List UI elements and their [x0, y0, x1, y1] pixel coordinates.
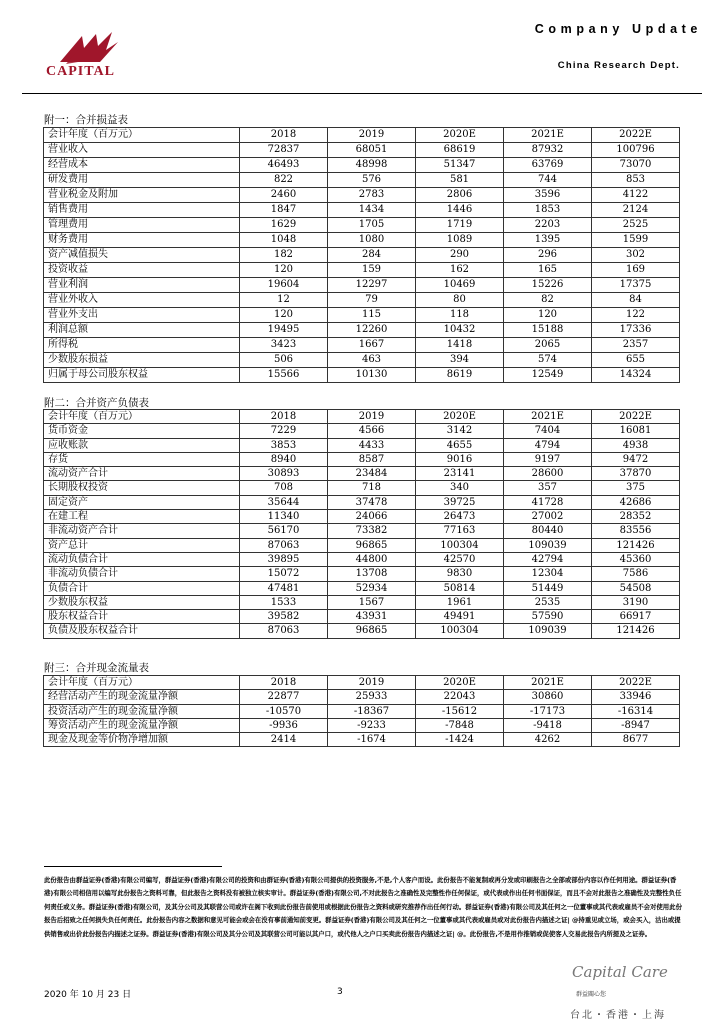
table-cell: -10570	[240, 704, 328, 718]
table-cell: 1629	[240, 218, 328, 233]
table-cell: 120	[504, 308, 592, 323]
capital-care-brand	[572, 962, 682, 1021]
table-cell: -9418	[504, 718, 592, 732]
table-cell: 744	[504, 173, 592, 188]
table-cell: 10432	[416, 323, 504, 338]
table-cell: 37478	[328, 495, 416, 509]
table-cell: 51449	[504, 581, 592, 595]
table-cell: 87932	[504, 143, 592, 158]
table-header-cell: 2020E	[416, 676, 504, 690]
row-label-cell: 筹资活动产生的现金流量净额	[44, 718, 240, 732]
table-cell: 52934	[328, 581, 416, 595]
table-cell: 290	[416, 248, 504, 263]
table-cell: 28352	[592, 510, 680, 524]
income-statement-table	[43, 127, 680, 383]
table-cell: 165	[504, 263, 592, 278]
page-number: 3	[337, 987, 343, 997]
table-cell: 28600	[504, 467, 592, 481]
table-header-cell: 2018	[240, 676, 328, 690]
table-row	[44, 690, 680, 704]
row-label-cell: 销售费用	[44, 203, 240, 218]
table-row	[44, 203, 680, 218]
table-cell: 1048	[240, 233, 328, 248]
table-cell: 39895	[240, 552, 328, 566]
balance-sheet-title: 附二：合并资产负债表	[44, 397, 149, 409]
table-cell: 576	[328, 173, 416, 188]
table-cell: 72837	[240, 143, 328, 158]
table-cell: 30893	[240, 467, 328, 481]
table-cell: -15612	[416, 704, 504, 718]
table-cell: 12	[240, 293, 328, 308]
header-divider	[22, 93, 702, 94]
table-row	[44, 524, 680, 538]
row-label-cell: 股东权益合计	[44, 610, 240, 624]
row-label-cell: 财务费用	[44, 233, 240, 248]
table-cell: 1533	[240, 595, 328, 609]
table-header-cell: 2022E	[592, 410, 680, 424]
table-cell: 12297	[328, 278, 416, 293]
table-header-cell: 2020E	[416, 410, 504, 424]
table-cell: 39725	[416, 495, 504, 509]
table-cell: 3142	[416, 424, 504, 438]
table-cell: 1705	[328, 218, 416, 233]
table-cell: 1418	[416, 338, 504, 353]
table-header-cell: 2018	[240, 410, 328, 424]
row-label-cell: 负债合计	[44, 581, 240, 595]
table-cell: 4566	[328, 424, 416, 438]
table-cell: 100796	[592, 143, 680, 158]
table-cell: 27002	[504, 510, 592, 524]
table-cell: 9830	[416, 567, 504, 581]
table-cell: 23484	[328, 467, 416, 481]
table-cell: 22877	[240, 690, 328, 704]
table-cell: 853	[592, 173, 680, 188]
row-label-cell: 长期股权投资	[44, 481, 240, 495]
table-row	[44, 733, 680, 747]
table-cell: 1080	[328, 233, 416, 248]
table-cell: 463	[328, 353, 416, 368]
table-header-cell: 2022E	[592, 128, 680, 143]
table-header-cell: 2019	[328, 676, 416, 690]
table-cell: 12549	[504, 368, 592, 383]
table-row	[44, 233, 680, 248]
table-cell: 1667	[328, 338, 416, 353]
table-row	[44, 278, 680, 293]
table-cell: 2065	[504, 338, 592, 353]
row-label-cell: 少数股东损益	[44, 353, 240, 368]
row-label-cell: 研发费用	[44, 173, 240, 188]
table-row	[44, 704, 680, 718]
table-cell: 120	[240, 263, 328, 278]
row-label-cell: 非流动负债合计	[44, 567, 240, 581]
table-cell: 1434	[328, 203, 416, 218]
table-cell: 24066	[328, 510, 416, 524]
table-cell: 182	[240, 248, 328, 263]
row-label-cell: 营业税金及附加	[44, 188, 240, 203]
table-row	[44, 338, 680, 353]
table-cell: 121426	[592, 538, 680, 552]
table-cell: 7404	[504, 424, 592, 438]
row-label-cell: 货币资金	[44, 424, 240, 438]
table-header-cell: 2020E	[416, 128, 504, 143]
row-label-cell: 资产总计	[44, 538, 240, 552]
row-label-cell: 现金及现金等价物净增加额	[44, 733, 240, 747]
table-header-cell: 2019	[328, 128, 416, 143]
table-header-row	[44, 128, 680, 143]
table-cell: 1599	[592, 233, 680, 248]
table-row	[44, 552, 680, 566]
table-cell: 42794	[504, 552, 592, 566]
table-cell: -18367	[328, 704, 416, 718]
table-cell: 22043	[416, 690, 504, 704]
table-header-cell: 2019	[328, 410, 416, 424]
disclaimer-text: 此份报告由群益证券(香港)有限公司编写，群益证券(香港)有限公司的投资和由群证券(香港)有限公司提供的投资服务,不是,个人客户而设。此份报告不能复制或再分发或印刷报告之全部或部份内容以作任何用途。群益证券(香港)有限公司相信用以编写此份报告之资料可靠，但此报告之资料没有被独立核实审计。群益证券(香港)有限公司,不对此报告之准确性及完整性作任何保证，或代表或作出任何书面保证，而且不会对此报告之准确性及完整性负任何责任或义务。群益证券(香港)有限公司，及其分公司及其联营公司或许在阁下收到此份报告前使用或根据此份报告之资料或研究推荐作出任何行动。群益证券(香港)有限公司及其任何之一位董事或其代表或雇员不会对使用此份报告后招致之任何损失负任何责任。此份报告内容之数据和意见可能会或会在没有事前通知前变更。群益证券(香港)有限公司及其任何之一位董事或其代表或雇员或对此份报告内描述之证| @持重见或立场，或会买入，沽出或提供销售或出价此份报告内描述之证券。群益证券(香港)有限公司及其分公司及其联营公司可能以其户口，或代他人之户口买卖此份报告内描述之证| @。此份报告,不是用作推销或促使客人交易此报告内所提及之证券。	[44, 876, 682, 938]
table-cell: 7229	[240, 424, 328, 438]
cash-flow-title: 附三：合并现金流量表	[44, 662, 149, 674]
table-cell: 4122	[592, 188, 680, 203]
table-cell: 79	[328, 293, 416, 308]
table-row	[44, 595, 680, 609]
table-cell: 11340	[240, 510, 328, 524]
table-cell: 87063	[240, 624, 328, 638]
table-cell: 84	[592, 293, 680, 308]
table-cell: 162	[416, 263, 504, 278]
table-header-cell: 2021E	[504, 410, 592, 424]
row-label-cell: 营业外支出	[44, 308, 240, 323]
row-label-cell: 归属于母公司股东权益	[44, 368, 240, 383]
brand-tagline: 群益關心您	[576, 991, 607, 998]
table-cell: 19604	[240, 278, 328, 293]
table-cell: 1446	[416, 203, 504, 218]
table-cell: 4938	[592, 438, 680, 452]
table-row	[44, 323, 680, 338]
table-row	[44, 567, 680, 581]
table-header-cell: 会计年度（百万元）	[44, 410, 240, 424]
row-label-cell: 应收账款	[44, 438, 240, 452]
row-label-cell: 少数股东权益	[44, 595, 240, 609]
table-row	[44, 538, 680, 552]
table-cell: 118	[416, 308, 504, 323]
table-cell: 56170	[240, 524, 328, 538]
row-label-cell: 经营成本	[44, 158, 240, 173]
table-row	[44, 510, 680, 524]
table-cell: 1395	[504, 233, 592, 248]
table-header-cell: 2022E	[592, 676, 680, 690]
table-cell: -1674	[328, 733, 416, 747]
table-cell: 9197	[504, 452, 592, 466]
table-row	[44, 368, 680, 383]
table-cell: 718	[328, 481, 416, 495]
table-cell: 73382	[328, 524, 416, 538]
logo-text: CAPITAL	[46, 64, 115, 79]
table-row	[44, 610, 680, 624]
table-cell: -17173	[504, 704, 592, 718]
row-label-cell: 非流动资产合计	[44, 524, 240, 538]
table-cell: 2460	[240, 188, 328, 203]
table-cell: 159	[328, 263, 416, 278]
row-label-cell: 在建工程	[44, 510, 240, 524]
table-cell: 394	[416, 353, 504, 368]
table-cell: 574	[504, 353, 592, 368]
table-row	[44, 308, 680, 323]
row-label-cell: 存货	[44, 452, 240, 466]
table-cell: 1567	[328, 595, 416, 609]
table-cell: 54508	[592, 581, 680, 595]
table-header-cell: 会计年度（百万元）	[44, 676, 240, 690]
table-cell: 15188	[504, 323, 592, 338]
table-row	[44, 467, 680, 481]
table-row	[44, 218, 680, 233]
table-cell: 46493	[240, 158, 328, 173]
dept-label: China Research Dept.	[557, 60, 680, 71]
table-row	[44, 353, 680, 368]
brand-name: Capital Care	[572, 963, 668, 981]
table-cell: 51347	[416, 158, 504, 173]
table-cell: 15072	[240, 567, 328, 581]
table-cell: 1853	[504, 203, 592, 218]
table-cell: 42686	[592, 495, 680, 509]
table-row	[44, 424, 680, 438]
table-cell: 122	[592, 308, 680, 323]
table-cell: 17375	[592, 278, 680, 293]
table-row	[44, 438, 680, 452]
balance-sheet-table	[43, 409, 680, 639]
table-cell: 48998	[328, 158, 416, 173]
row-label-cell: 流动资产合计	[44, 467, 240, 481]
table-cell: 7586	[592, 567, 680, 581]
table-row	[44, 718, 680, 732]
table-cell: 3853	[240, 438, 328, 452]
table-cell: 23141	[416, 467, 504, 481]
table-cell: 30860	[504, 690, 592, 704]
table-cell: 1847	[240, 203, 328, 218]
cash-flow-table	[43, 675, 680, 747]
table-cell: 120	[240, 308, 328, 323]
table-row	[44, 173, 680, 188]
table-cell: 96865	[328, 624, 416, 638]
table-cell: 10469	[416, 278, 504, 293]
table-cell: 296	[504, 248, 592, 263]
table-cell: 50814	[416, 581, 504, 595]
table-cell: 1719	[416, 218, 504, 233]
table-cell: 2806	[416, 188, 504, 203]
table-cell: 49491	[416, 610, 504, 624]
table-cell: 4794	[504, 438, 592, 452]
table-cell: 63769	[504, 158, 592, 173]
row-label-cell: 流动负债合计	[44, 552, 240, 566]
table-cell: 80	[416, 293, 504, 308]
table-cell: 506	[240, 353, 328, 368]
row-label-cell: 投资收益	[44, 263, 240, 278]
table-row	[44, 248, 680, 263]
table-cell: 1961	[416, 595, 504, 609]
table-cell: 2783	[328, 188, 416, 203]
table-cell: 8619	[416, 368, 504, 383]
table-cell: 47481	[240, 581, 328, 595]
table-header-row	[44, 410, 680, 424]
table-cell: 2203	[504, 218, 592, 233]
table-cell: 109039	[504, 624, 592, 638]
row-label-cell: 经营活动产生的现金流量净额	[44, 690, 240, 704]
row-label-cell: 负债及股东权益合计	[44, 624, 240, 638]
table-cell: 26473	[416, 510, 504, 524]
table-cell: 2535	[504, 595, 592, 609]
table-row	[44, 495, 680, 509]
row-label-cell: 固定资产	[44, 495, 240, 509]
table-cell: 15226	[504, 278, 592, 293]
table-cell: 96865	[328, 538, 416, 552]
table-cell: 2414	[240, 733, 328, 747]
table-header-cell: 会计年度（百万元）	[44, 128, 240, 143]
report-date: 2020 年 10 月 23 日	[44, 990, 132, 1000]
table-cell: 100304	[416, 624, 504, 638]
table-cell: 3596	[504, 188, 592, 203]
table-cell: -9936	[240, 718, 328, 732]
table-cell: 41728	[504, 495, 592, 509]
table-cell: 35644	[240, 495, 328, 509]
table-cell: 39582	[240, 610, 328, 624]
table-cell: 4655	[416, 438, 504, 452]
table-cell: 80440	[504, 524, 592, 538]
income-statement-title: 附一：合并损益表	[44, 114, 128, 126]
table-cell: 655	[592, 353, 680, 368]
table-cell: 33946	[592, 690, 680, 704]
table-cell: 10130	[328, 368, 416, 383]
table-cell: 68619	[416, 143, 504, 158]
table-cell: 4433	[328, 438, 416, 452]
table-cell: 17336	[592, 323, 680, 338]
table-cell: 1089	[416, 233, 504, 248]
table-row	[44, 188, 680, 203]
row-label-cell: 营业收入	[44, 143, 240, 158]
table-cell: 4262	[504, 733, 592, 747]
table-cell: 43931	[328, 610, 416, 624]
table-row	[44, 452, 680, 466]
table-cell: 375	[592, 481, 680, 495]
row-label-cell: 管理费用	[44, 218, 240, 233]
table-cell: 77163	[416, 524, 504, 538]
table-cell: -8947	[592, 718, 680, 732]
row-label-cell: 利润总额	[44, 323, 240, 338]
table-cell: 822	[240, 173, 328, 188]
brand-cities: 台北・香港・上海	[570, 1010, 666, 1021]
table-cell: 19495	[240, 323, 328, 338]
table-cell: 115	[328, 308, 416, 323]
table-row	[44, 624, 680, 638]
table-cell: 8587	[328, 452, 416, 466]
table-row	[44, 581, 680, 595]
footnote-divider	[44, 866, 222, 867]
row-label-cell: 营业外收入	[44, 293, 240, 308]
table-cell: 82	[504, 293, 592, 308]
row-label-cell: 资产减值损失	[44, 248, 240, 263]
table-cell: 12304	[504, 567, 592, 581]
table-cell: 37870	[592, 467, 680, 481]
table-cell: 83556	[592, 524, 680, 538]
table-cell: 87063	[240, 538, 328, 552]
table-cell: 121426	[592, 624, 680, 638]
table-row	[44, 143, 680, 158]
table-cell: 73070	[592, 158, 680, 173]
table-cell: 100304	[416, 538, 504, 552]
table-cell: 302	[592, 248, 680, 263]
table-cell: 42570	[416, 552, 504, 566]
table-cell: 2124	[592, 203, 680, 218]
table-cell: -7848	[416, 718, 504, 732]
table-header-row	[44, 676, 680, 690]
table-cell: 169	[592, 263, 680, 278]
table-cell: 9472	[592, 452, 680, 466]
table-header-cell: 2021E	[504, 676, 592, 690]
table-cell: -9233	[328, 718, 416, 732]
table-cell: 284	[328, 248, 416, 263]
table-cell: 357	[504, 481, 592, 495]
table-row	[44, 263, 680, 278]
table-row	[44, 158, 680, 173]
table-row	[44, 481, 680, 495]
doc-type-title: Company Update	[534, 22, 702, 36]
table-cell: 8677	[592, 733, 680, 747]
table-row	[44, 293, 680, 308]
row-label-cell: 投资活动产生的现金流量净额	[44, 704, 240, 718]
table-cell: 9016	[416, 452, 504, 466]
table-cell: 340	[416, 481, 504, 495]
table-cell: 581	[416, 173, 504, 188]
table-cell: 14324	[592, 368, 680, 383]
table-cell: 2525	[592, 218, 680, 233]
table-cell: 13708	[328, 567, 416, 581]
table-cell: 57590	[504, 610, 592, 624]
table-cell: 12260	[328, 323, 416, 338]
table-cell: 2357	[592, 338, 680, 353]
table-cell: 68051	[328, 143, 416, 158]
table-cell: 45360	[592, 552, 680, 566]
table-cell: 44800	[328, 552, 416, 566]
table-cell: 25933	[328, 690, 416, 704]
table-cell: 16081	[592, 424, 680, 438]
table-cell: 109039	[504, 538, 592, 552]
table-header-cell: 2021E	[504, 128, 592, 143]
table-header-cell: 2018	[240, 128, 328, 143]
table-cell: 8940	[240, 452, 328, 466]
table-cell: 3190	[592, 595, 680, 609]
table-cell: -16314	[592, 704, 680, 718]
table-cell: 66917	[592, 610, 680, 624]
table-cell: 708	[240, 481, 328, 495]
table-cell: 3423	[240, 338, 328, 353]
table-cell: -1424	[416, 733, 504, 747]
row-label-cell: 营业利润	[44, 278, 240, 293]
table-cell: 15566	[240, 368, 328, 383]
row-label-cell: 所得税	[44, 338, 240, 353]
